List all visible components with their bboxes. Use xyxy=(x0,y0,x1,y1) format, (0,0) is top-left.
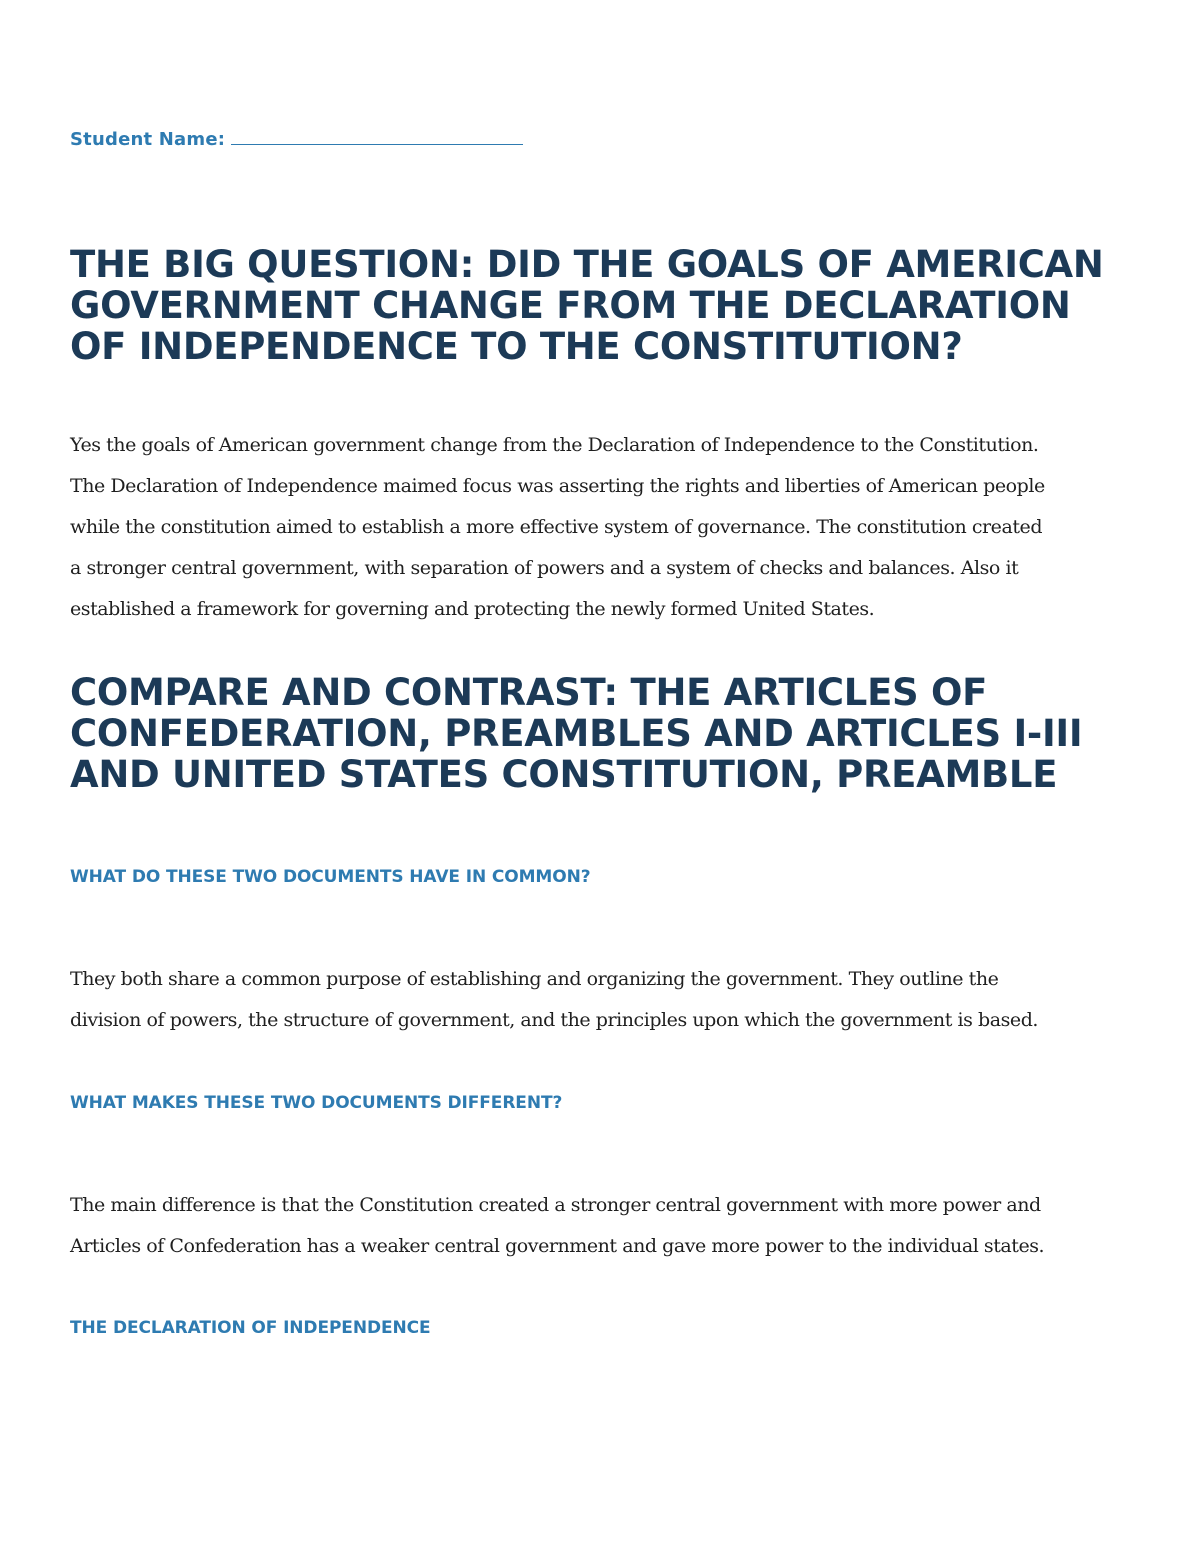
in-common-heading: WHAT DO THESE TWO DOCUMENTS HAVE IN COMMON? xyxy=(70,867,591,887)
student-name-label: Student Name: xyxy=(70,129,226,150)
heading-line: OF INDEPENDENCE TO THE CONSTITUTION? xyxy=(70,325,963,368)
student-name-blank[interactable] xyxy=(231,128,523,145)
heading-line: THE BIG QUESTION: DID THE GOALS OF AMERICAN xyxy=(70,243,1104,286)
declaration-heading: THE DECLARATION OF INDEPENDENCE xyxy=(70,1318,431,1338)
compare-contrast-heading xyxy=(70,672,1150,795)
paragraph-line: while the constitution aimed to establish a more effective system of governance. The constitution created xyxy=(70,516,1043,538)
paragraph-line: They both share a common purpose of establishing and organizing the government. They outline the xyxy=(70,968,999,990)
different-answer xyxy=(70,1185,1150,1267)
paragraph-line: Articles of Confederation has a weaker central government and gave more power to the individual states. xyxy=(70,1235,1045,1257)
paragraph-line: Yes the goals of American government change from the Declaration of Independence to the Constitution. xyxy=(70,434,1039,456)
paragraph-line: a stronger central government, with separation of powers and a system of checks and balances. Also it xyxy=(70,557,1019,579)
big-question-heading xyxy=(70,244,1150,367)
big-question-answer xyxy=(70,425,1150,630)
paragraph-line: The main difference is that the Constitution created a stronger central government with more power and xyxy=(70,1194,1041,1216)
heading-line: COMPARE AND CONTRAST: THE ARTICLES OF xyxy=(70,671,988,714)
paragraph-line: division of powers, the structure of government, and the principles upon which the government is based. xyxy=(70,1009,1038,1031)
in-common-answer xyxy=(70,959,1150,1041)
paragraph-line: established a framework for governing and protecting the newly formed United States. xyxy=(70,598,875,620)
heading-line: CONFEDERATION, PREAMBLES AND ARTICLES I-III xyxy=(70,712,1083,755)
heading-line: AND UNITED STATES CONSTITUTION, PREAMBLE xyxy=(70,753,1058,796)
paragraph-line: The Declaration of Independence maimed focus was asserting the rights and liberties of American people xyxy=(70,475,1045,497)
heading-line: GOVERNMENT CHANGE FROM THE DECLARATION xyxy=(70,284,1071,327)
student-name-field xyxy=(70,128,523,150)
different-heading: WHAT MAKES THESE TWO DOCUMENTS DIFFERENT? xyxy=(70,1093,563,1113)
